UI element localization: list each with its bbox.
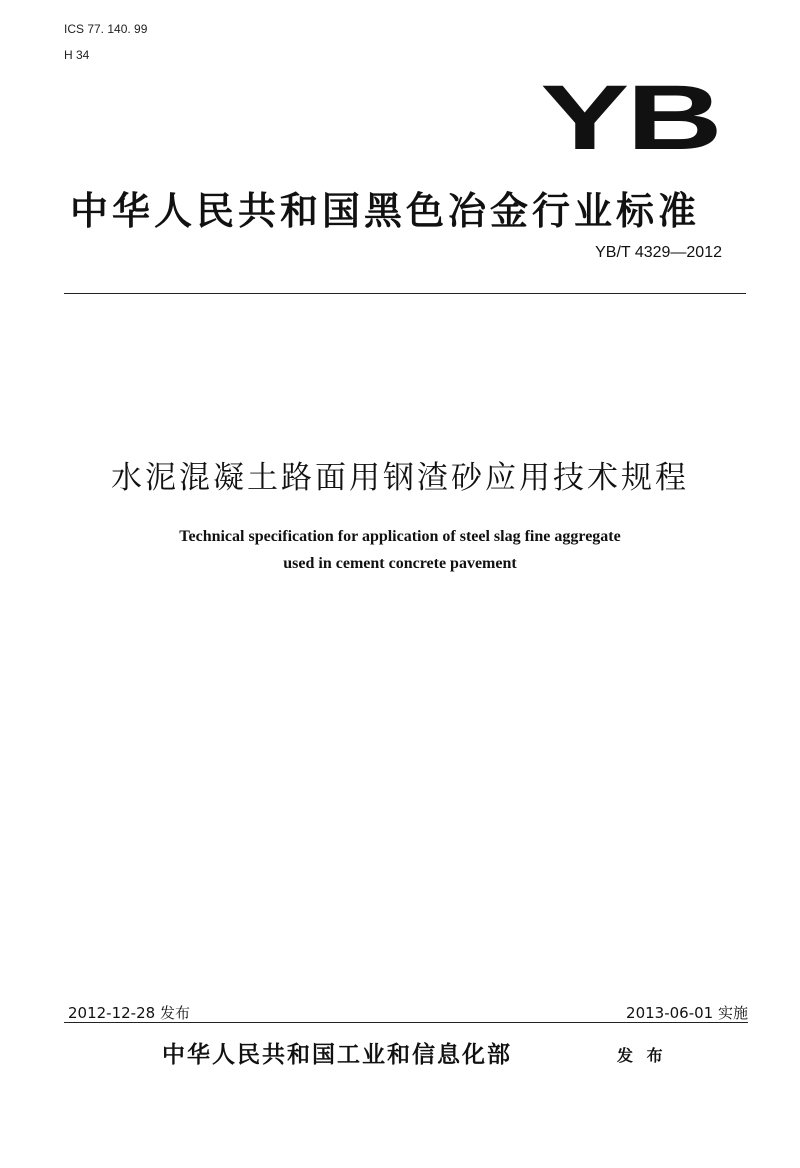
header-divider	[64, 293, 746, 294]
issuer-action: 发 布	[617, 1046, 667, 1065]
issuer-name: 中华人民共和国工业和信息化部	[162, 1041, 512, 1068]
standard-number: YB/T 4329—2012	[595, 244, 722, 261]
document-title-en-line1: Technical specification for application of steel slag fine aggregate	[179, 528, 621, 545]
issue-date: 2012-12-28 发布	[68, 1004, 190, 1022]
footer-divider	[64, 1022, 748, 1023]
document-title-cn: 水泥混凝土路面用钢渣砂应用技术规程	[111, 460, 689, 496]
document-title-en-line2: used in cement concrete pavement	[283, 555, 517, 572]
standard-title: 中华人民共和国黑色冶金行业标准	[70, 189, 701, 233]
implementation-date: 2013-06-01 实施	[626, 1004, 748, 1022]
yb-logo: YB	[540, 67, 720, 169]
ccs-code: H 34	[64, 48, 90, 62]
ics-code: ICS 77. 140. 99	[64, 22, 148, 36]
